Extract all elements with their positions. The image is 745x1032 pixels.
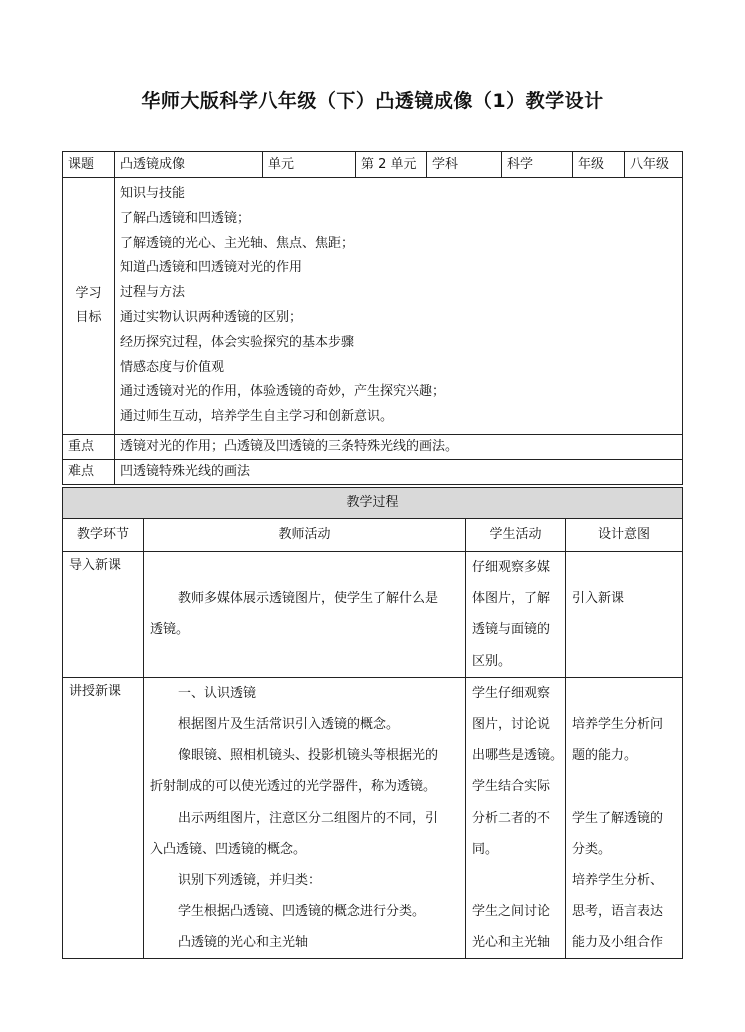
label-goals: [63, 178, 115, 435]
teacher-line: [150, 552, 459, 583]
intent-line: [572, 771, 676, 802]
teacher-line: 像眼镜、照相机镜头、投影机镜头等根据光的: [178, 748, 439, 764]
intent-line: 能力及小组合作: [572, 935, 664, 951]
process-row-intro: [63, 552, 683, 678]
info-row-goals: [63, 178, 683, 435]
student-line: 学生之间讨论: [472, 904, 551, 920]
intent-line: 分类。: [572, 841, 612, 857]
goal-line: 通过实物认识两种透镜的区别；: [120, 309, 303, 325]
label-subject: 学科: [427, 152, 502, 178]
label-key-points: 重点: [63, 434, 115, 459]
student-line: 学生结合实际: [472, 779, 551, 795]
goal-line: 了解凸透镜和凹透镜；: [120, 210, 251, 226]
goal-line: 情感态度与价值观: [120, 359, 225, 375]
teacher-line: 根据图片及生活常识引入透镜的概念。: [178, 716, 400, 732]
teacher-line: 教师多媒体展示透镜图片，使学生了解什么是: [178, 591, 439, 607]
value-grade: 八年级: [625, 152, 683, 178]
label-goals-line: 学习: [75, 285, 102, 301]
intent-line: [572, 678, 676, 709]
label-grade: 年级: [573, 152, 625, 178]
student-line: 体图片，了解: [472, 591, 551, 607]
teacher-line: 识别下列透镜，并归类：: [178, 872, 322, 888]
student-line: 区别。: [472, 653, 512, 669]
stage-intro: 导入新课: [63, 552, 144, 678]
intent-intro: [566, 552, 683, 678]
key-points-text: 透镜对光的作用；凸透镜及凹透镜的三条特殊光线的画法。: [115, 434, 683, 459]
student-line: 学生仔细观察: [472, 685, 551, 701]
intent-line: 培养学生分析、: [572, 872, 664, 888]
student-line: 图片，讨论说: [472, 716, 551, 732]
intent-line: 题的能力。: [572, 748, 638, 764]
process-band-title: 教学过程: [63, 488, 683, 519]
student-line: 仔细观察多媒: [472, 560, 551, 575]
teacher-line: 学生根据凸透镜、凹透镜的概念进行分类。: [178, 904, 426, 920]
goal-line: 知道凸透镜和凹透镜对光的作用: [120, 260, 303, 276]
page-title: 华师大版科学八年级（下）凸透镜成像（1）教学设计: [141, 90, 604, 112]
teaching-process-table: [62, 487, 683, 959]
process-header-row: [63, 519, 683, 552]
teacher-line: 入凸透镜、凹透镜的概念。: [150, 841, 307, 857]
info-row-key-points: [63, 434, 683, 459]
student-intro: [466, 552, 566, 678]
teacher-new-lesson: [144, 677, 466, 959]
teacher-line: 折射制成的可以使光透过的光学器件，称为透镜。: [150, 779, 437, 795]
intent-line: 学生了解透镜的: [572, 810, 664, 826]
header-student: 学生活动: [466, 519, 566, 552]
teacher-line: [150, 646, 459, 677]
goal-line: 了解透镜的光心、主光轴、焦点、焦距；: [120, 235, 355, 251]
value-unit: 第 2 单元: [356, 152, 427, 178]
stage-new-lesson: 讲授新课: [63, 677, 144, 959]
intent-line: 引入新课: [572, 591, 625, 607]
teacher-line: 出示两组图片，注意区分二组图片的不同，引: [178, 810, 439, 826]
goals-text: [115, 178, 683, 435]
header-teacher: 教师活动: [144, 519, 466, 552]
intent-line: [572, 552, 676, 583]
teacher-line: 一、认识透镜: [178, 685, 257, 701]
label-goals-line: 目标: [75, 309, 102, 325]
goal-line: 过程与方法: [120, 285, 186, 301]
intent-line: 思考，语言表达: [572, 904, 664, 920]
header-stage: 教学环节: [63, 519, 144, 552]
student-new-lesson: [466, 677, 566, 959]
info-row-header: [63, 152, 683, 178]
label-topic: 课题: [63, 152, 115, 178]
intent-line: 培养学生分析问: [572, 716, 664, 732]
student-line: [472, 865, 559, 896]
intent-line: [572, 614, 676, 645]
teacher-intro: [144, 552, 466, 678]
info-row-difficulties: [63, 459, 683, 484]
lesson-info-table: [62, 151, 683, 485]
teacher-line: 凸透镜的光心和主光轴: [178, 935, 309, 951]
goal-line: 经历探究过程，体会实验探究的基本步骤: [120, 334, 355, 350]
intent-new-lesson: [566, 677, 683, 959]
student-line: 透镜与面镜的: [472, 622, 551, 638]
process-row-new-lesson: [63, 677, 683, 959]
student-line: 分析二者的不: [472, 810, 551, 826]
value-topic: 凸透镜成像: [115, 152, 263, 178]
process-band-row: [63, 488, 683, 519]
student-line: 光心和主光轴: [472, 935, 551, 951]
student-line: 出哪些是透镜。: [472, 748, 564, 764]
goal-line: 通过透镜对光的作用，体验透镜的奇妙，产生探究兴趣；: [120, 384, 446, 400]
goal-line: 通过师生互动，培养学生自主学习和创新意识。: [120, 409, 394, 425]
goal-line: 知识与技能: [120, 186, 186, 201]
header-intent: 设计意图: [566, 519, 683, 552]
value-subject: 科学: [502, 152, 573, 178]
intent-line: [572, 646, 676, 677]
difficulties-text: 凹透镜特殊光线的画法: [115, 459, 683, 484]
student-line: 同。: [472, 841, 499, 857]
label-unit: 单元: [263, 152, 356, 178]
teacher-line: 透镜。: [150, 622, 190, 638]
label-difficulties: 难点: [63, 459, 115, 484]
